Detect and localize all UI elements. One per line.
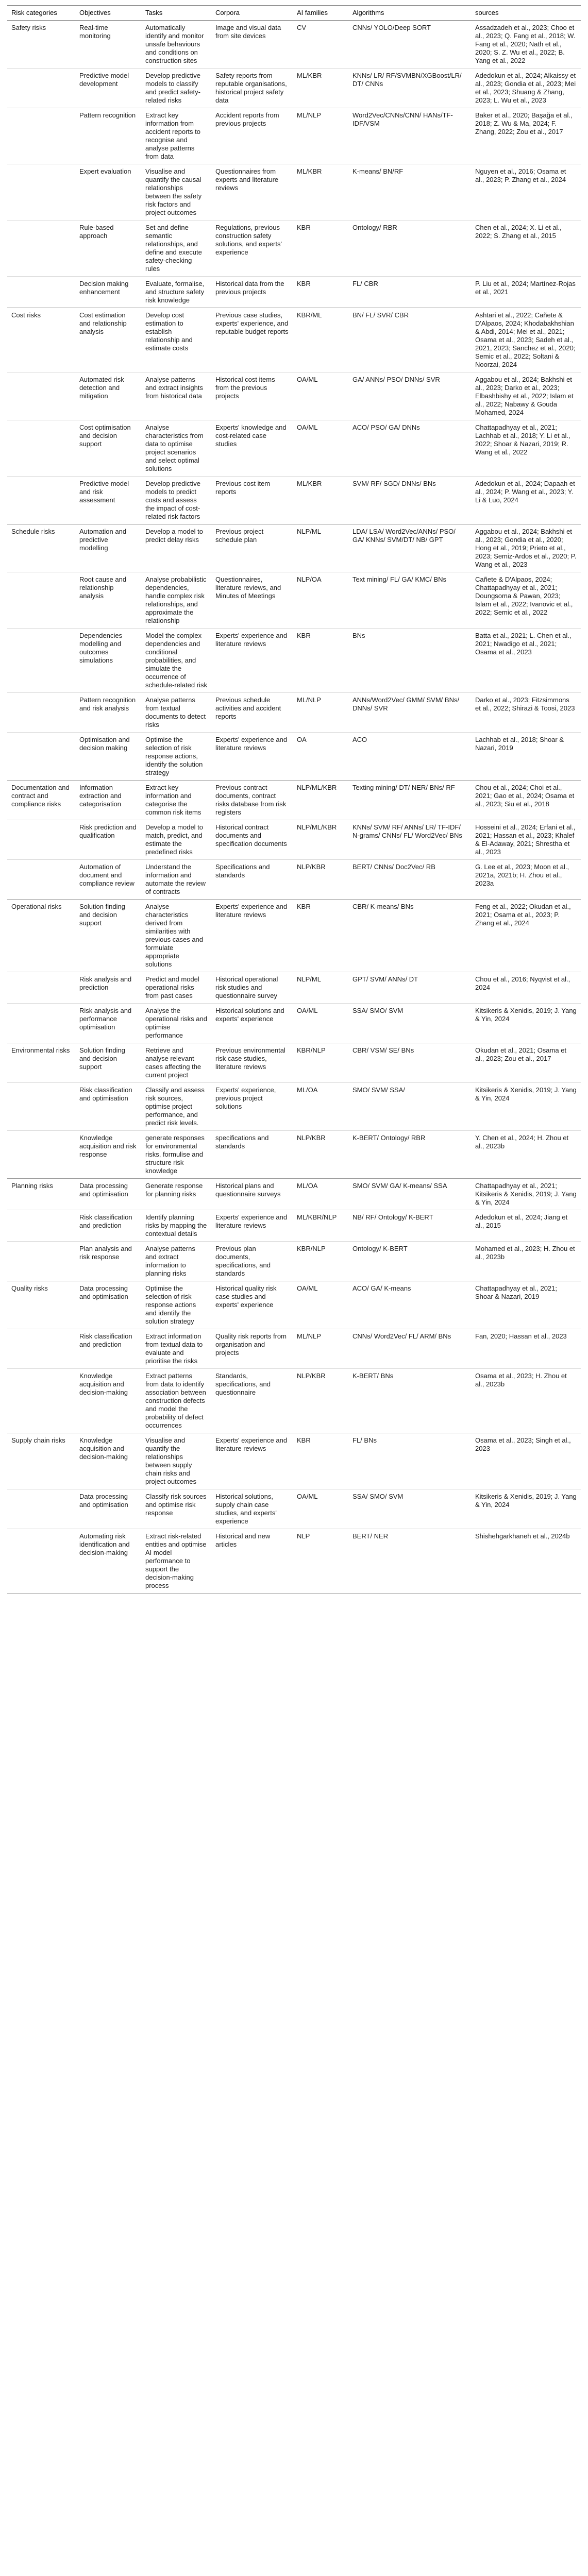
risk-category-cell: Documentation and contract and compliance risks xyxy=(7,781,75,820)
task-cell: Automatically identify and monitor unsafe behaviours and conditions on construction sites xyxy=(141,21,211,69)
ai-family-cell: ML/NLP xyxy=(293,108,348,164)
risk-category-cell xyxy=(7,221,75,277)
task-cell: Visualise and quantify the relationships between supply chain risks and project outcomes xyxy=(141,1433,211,1489)
objective-cell: Automated risk detection and mitigation xyxy=(75,372,141,420)
corpora-cell: Historical solutions and experts' experience xyxy=(211,1004,293,1043)
task-cell: Analyse patterns from textual documents to detect risks xyxy=(141,693,211,733)
sources-cell: Chattapadhyay et al., 2021; Kitsikeris & Xenidis, 2019; J. Yang & Yin, 2024 xyxy=(471,1179,581,1210)
header-tasks: Tasks xyxy=(141,6,211,21)
corpora-cell: Previous schedule activities and accident reports xyxy=(211,693,293,733)
algorithms-cell: GA/ ANNs/ PSO/ DNNs/ SVR xyxy=(348,372,471,420)
ai-family-cell: KBR xyxy=(293,221,348,277)
risk-category-cell xyxy=(7,1004,75,1043)
table-row xyxy=(7,972,581,1004)
task-cell: Optimise the selection of risk response actions, identify the solution strategy xyxy=(141,733,211,781)
task-cell: Analyse probabilistic dependencies, handle complex risk relationships, and approximate the relationship xyxy=(141,572,211,629)
table-row xyxy=(7,69,581,108)
objective-cell: Risk analysis and prediction xyxy=(75,972,141,1004)
sources-cell: Chattapadhyay et al., 2021; Lachhab et al., 2018; Y. Li et al., 2022; Shoar & Nazari, 2019; R. Wang et al., 2022 xyxy=(471,420,581,477)
task-cell: Extract key information and categorise the common risk items xyxy=(141,781,211,820)
risk-category-cell xyxy=(7,860,75,900)
header-sources: sources xyxy=(471,6,581,21)
sources-cell: Ashtari et al., 2022; Cañete & D'Alpaos, 2024; Khodabakhshian & Abdi, 2014; Mei et al., 2021; Osama et al., 2023; Sadeh et al., 2021, 2023; Sanchez et al., 2020; Semic et al., 2022; Soltani & Noorzai, 2024 xyxy=(471,308,581,372)
risk-category-cell xyxy=(7,420,75,477)
task-cell: Analyse characteristics from data to optimise project scenarios and select optimal solutions xyxy=(141,420,211,477)
objective-cell: Plan analysis and risk response xyxy=(75,1242,141,1281)
ai-family-cell: ML/KBR xyxy=(293,69,348,108)
header-ai-families: AI families xyxy=(293,6,348,21)
corpora-cell: Questionnaires from experts and literature reviews xyxy=(211,164,293,221)
corpora-cell: Experts' experience and literature reviews xyxy=(211,733,293,781)
task-cell: Analyse characteristics derived from similarities with previous cases and formulate appropriate solutions xyxy=(141,900,211,972)
ai-family-cell: ML/NLP xyxy=(293,693,348,733)
table-header-row xyxy=(7,6,581,21)
table-row xyxy=(7,1179,581,1210)
risk-category-cell xyxy=(7,1242,75,1281)
header-algorithms: Algorithms xyxy=(348,6,471,21)
ai-family-cell: ML/OA xyxy=(293,1179,348,1210)
ai-family-cell: ML/NLP xyxy=(293,1329,348,1369)
ai-family-cell: NLP/KBR xyxy=(293,1369,348,1433)
algorithms-cell: GPT/ SVM/ ANNs/ DT xyxy=(348,972,471,1004)
table-row xyxy=(7,572,581,629)
corpora-cell: Experts' experience and literature reviews xyxy=(211,1210,293,1242)
corpora-cell: Safety reports from reputable organisations, historical project safety data xyxy=(211,69,293,108)
task-cell: Analyse the operational risks and optimise performance xyxy=(141,1004,211,1043)
table-row xyxy=(7,277,581,308)
algorithms-cell: CBR/ VSM/ SE/ BNs xyxy=(348,1043,471,1083)
task-cell: Extract risk-related entities and optimise AI model performance to support the decision-making process xyxy=(141,1529,211,1594)
ai-family-cell: ML/OA xyxy=(293,1083,348,1131)
algorithms-cell: Ontology/ RBR xyxy=(348,221,471,277)
table-row xyxy=(7,477,581,524)
table-row xyxy=(7,1529,581,1594)
task-cell: Extract patterns from data to identify association between construction defects and model the probability of defect occurrences xyxy=(141,1369,211,1433)
objective-cell: Pattern recognition xyxy=(75,108,141,164)
sources-cell: Okudan et al., 2021; Osama et al., 2023; Zou et al., 2017 xyxy=(471,1043,581,1083)
objective-cell: Automation and predictive modelling xyxy=(75,524,141,572)
table-row xyxy=(7,1242,581,1281)
table-row xyxy=(7,1043,581,1083)
table-row xyxy=(7,164,581,221)
algorithms-cell: CNNs/ Word2Vec/ FL/ ARM/ BNs xyxy=(348,1329,471,1369)
table-row xyxy=(7,733,581,781)
risk-category-cell: Supply chain risks xyxy=(7,1433,75,1489)
corpora-cell: Previous plan documents, specifications, and standards xyxy=(211,1242,293,1281)
header-objectives: Objectives xyxy=(75,6,141,21)
objective-cell: Data processing and optimisation xyxy=(75,1281,141,1329)
objective-cell: Expert evaluation xyxy=(75,164,141,221)
ai-family-cell: KBR/NLP xyxy=(293,1043,348,1083)
algorithms-cell: CBR/ K-means/ BNs xyxy=(348,900,471,972)
corpora-cell: Historical contract documents and specification documents xyxy=(211,820,293,860)
corpora-cell: Image and visual data from site devices xyxy=(211,21,293,69)
task-cell: Analyse patterns and extract insights from historical data xyxy=(141,372,211,420)
header-corpora: Corpora xyxy=(211,6,293,21)
table-row xyxy=(7,1083,581,1131)
corpora-cell: specifications and standards xyxy=(211,1131,293,1179)
risk-category-cell xyxy=(7,1131,75,1179)
algorithms-cell: ANNs/Word2Vec/ GMM/ SVM/ BNs/ DNNs/ SVR xyxy=(348,693,471,733)
sources-cell: Lachhab et al., 2018; Shoar & Nazari, 2019 xyxy=(471,733,581,781)
risk-category-cell xyxy=(7,733,75,781)
task-cell: Develop predictive models to predict costs and assess the impact of cost-related risk factors xyxy=(141,477,211,524)
sources-cell: Adedokun et al., 2024; Jiang et al., 2015 xyxy=(471,1210,581,1242)
risk-category-cell xyxy=(7,164,75,221)
table-row xyxy=(7,21,581,69)
corpora-cell: Regulations, previous construction safety solutions, and experts' experience xyxy=(211,221,293,277)
risk-category-cell: Operational risks xyxy=(7,900,75,972)
algorithms-cell: SMO/ SVM/ GA/ K-means/ SSA xyxy=(348,1179,471,1210)
sources-cell: Hosseini et al., 2024; Erfani et al., 2021; Hassan et al., 2023; Khalef & El-Adaway, 2021; Shrestha et al., 2023 xyxy=(471,820,581,860)
task-cell: Extract information from textual data to evaluate and prioritise the risks xyxy=(141,1329,211,1369)
objective-cell: Risk classification and optimisation xyxy=(75,1083,141,1131)
objective-cell: Solution finding and decision support xyxy=(75,1043,141,1083)
corpora-cell: Previous contract documents, contract risks database from risk registers xyxy=(211,781,293,820)
sources-cell: Chou et al., 2016; Nyqvist et al., 2024 xyxy=(471,972,581,1004)
ai-family-cell: KBR xyxy=(293,629,348,693)
ai-family-cell: KBR/NLP xyxy=(293,1242,348,1281)
sources-cell: Fan, 2020; Hassan et al., 2023 xyxy=(471,1329,581,1369)
algorithms-cell: NB/ RF/ Ontology/ K-BERT xyxy=(348,1210,471,1242)
algorithms-cell: Texting mining/ DT/ NER/ BNs/ RF xyxy=(348,781,471,820)
risk-category-cell xyxy=(7,1529,75,1594)
objective-cell: Predictive model development xyxy=(75,69,141,108)
sources-cell: Osama et al., 2023; Singh et al., 2023 xyxy=(471,1433,581,1489)
ai-family-cell: ML/KBR/NLP xyxy=(293,1210,348,1242)
corpora-cell: Experts' experience and literature reviews xyxy=(211,629,293,693)
corpora-cell: Experts' experience, previous project solutions xyxy=(211,1083,293,1131)
objective-cell: Cost optimisation and decision support xyxy=(75,420,141,477)
ai-family-cell: NLP/OA xyxy=(293,572,348,629)
corpora-cell: Previous environmental risk case studies, literature reviews xyxy=(211,1043,293,1083)
algorithms-cell: ACO xyxy=(348,733,471,781)
sources-cell: Y. Chen et al., 2024; H. Zhou et al., 2023b xyxy=(471,1131,581,1179)
objective-cell: Real-time monitoring xyxy=(75,21,141,69)
corpora-cell: Questionnaires, literature reviews, and Minutes of Meetings xyxy=(211,572,293,629)
table-row xyxy=(7,372,581,420)
corpora-cell: Historical cost items from the previous projects xyxy=(211,372,293,420)
algorithms-cell: SSA/ SMO/ SVM xyxy=(348,1489,471,1529)
task-cell: Develop predictive models to classify and predict safety-related risks xyxy=(141,69,211,108)
ai-family-cell: KBR xyxy=(293,1433,348,1489)
sources-cell: Nguyen et al., 2016; Osama et al., 2023; P. Zhang et al., 2024 xyxy=(471,164,581,221)
algorithms-cell: Text mining/ FL/ GA/ KMC/ BNs xyxy=(348,572,471,629)
algorithms-cell: CNNs/ YOLO/Deep SORT xyxy=(348,21,471,69)
table-row xyxy=(7,820,581,860)
ai-family-cell: KBR xyxy=(293,277,348,308)
risk-category-cell xyxy=(7,1329,75,1369)
risk-category-cell: Quality risks xyxy=(7,1281,75,1329)
risk-category-cell: Planning risks xyxy=(7,1179,75,1210)
ai-family-cell: NLP/KBR xyxy=(293,860,348,900)
algorithms-cell: K-BERT/ BNs xyxy=(348,1369,471,1433)
ai-family-cell: OA/ML xyxy=(293,1489,348,1529)
corpora-cell: Historical solutions, supply chain case studies, and experts' experience xyxy=(211,1489,293,1529)
sources-cell: Kitsikeris & Xenidis, 2019; J. Yang & Yin, 2024 xyxy=(471,1004,581,1043)
task-cell: Retrieve and analyse relevant cases affecting the current project xyxy=(141,1043,211,1083)
risk-ai-table xyxy=(7,5,581,1594)
risk-category-cell: Environmental risks xyxy=(7,1043,75,1083)
corpora-cell: Quality risk reports from organisation and projects xyxy=(211,1329,293,1369)
risk-category-cell: Schedule risks xyxy=(7,524,75,572)
sources-cell: Batta et al., 2021; L. Chen et al., 2021; Nwadigo et al., 2021; Osama et al., 2023 xyxy=(471,629,581,693)
risk-category-cell xyxy=(7,972,75,1004)
corpora-cell: Historical plans and questionnaire surveys xyxy=(211,1179,293,1210)
algorithms-cell: BN/ FL/ SVR/ CBR xyxy=(348,308,471,372)
table-row xyxy=(7,420,581,477)
sources-cell: Assadzadeh et al., 2023; Choo et al., 2023; Q. Fang et al., 2018; W. Fang et al., 2020; Nath et al., 2020; S. Z. Wu et al., 2022; B. Yang et al., 2022 xyxy=(471,21,581,69)
table-row xyxy=(7,693,581,733)
risk-category-cell xyxy=(7,820,75,860)
table-row xyxy=(7,524,581,572)
sources-cell: Shishehgarkhaneh et al., 2024b xyxy=(471,1529,581,1594)
sources-cell: P. Liu et al., 2024; Martínez-Rojas et al., 2021 xyxy=(471,277,581,308)
algorithms-cell: ACO/ PSO/ GA/ DNNs xyxy=(348,420,471,477)
task-cell: Predict and model operational risks from past cases xyxy=(141,972,211,1004)
corpora-cell: Accident reports from previous projects xyxy=(211,108,293,164)
sources-cell: Chen et al., 2024; X. Li et al., 2022; S. Zhang et al., 2015 xyxy=(471,221,581,277)
task-cell: Classify risk sources and optimise risk response xyxy=(141,1489,211,1529)
corpora-cell: Experts' experience and literature reviews xyxy=(211,1433,293,1489)
table-row xyxy=(7,1369,581,1433)
risk-category-cell xyxy=(7,69,75,108)
table-row xyxy=(7,781,581,820)
sources-cell: Chou et al., 2024; Choi et al., 2021; Gao et al., 2024; Osama et al., 2023; Siu et al., 2018 xyxy=(471,781,581,820)
ai-family-cell: OA/ML xyxy=(293,1004,348,1043)
table-body xyxy=(7,21,581,1594)
corpora-cell: Specifications and standards xyxy=(211,860,293,900)
table-row xyxy=(7,1004,581,1043)
algorithms-cell: FL/ CBR xyxy=(348,277,471,308)
corpora-cell: Previous case studies, experts' experience, and reputable budget reports xyxy=(211,308,293,372)
algorithms-cell: K-means/ BN/RF xyxy=(348,164,471,221)
objective-cell: Cost estimation and relationship analysis xyxy=(75,308,141,372)
objective-cell: Decision making enhancement xyxy=(75,277,141,308)
sources-cell: Chattapadhyay et al., 2021; Shoar & Nazari, 2019 xyxy=(471,1281,581,1329)
risk-category-cell xyxy=(7,629,75,693)
corpora-cell: Standards, specifications, and questionnaire xyxy=(211,1369,293,1433)
objective-cell: Solution finding and decision support xyxy=(75,900,141,972)
objective-cell: Risk prediction and qualification xyxy=(75,820,141,860)
task-cell: Optimise the selection of risk response actions and identify the solution strategy xyxy=(141,1281,211,1329)
ai-family-cell: NLP/ML xyxy=(293,524,348,572)
table-row xyxy=(7,1281,581,1329)
corpora-cell: Historical quality risk case studies and experts' experience xyxy=(211,1281,293,1329)
task-cell: Visualise and quantify the causal relationships between the safety risk factors and project outcomes xyxy=(141,164,211,221)
risk-category-cell: Safety risks xyxy=(7,21,75,69)
table-row xyxy=(7,629,581,693)
algorithms-cell: Ontology/ K-BERT xyxy=(348,1242,471,1281)
risk-category-cell xyxy=(7,1369,75,1433)
risk-category-cell xyxy=(7,1489,75,1529)
corpora-cell: Historical data from the previous projects xyxy=(211,277,293,308)
sources-cell: Aggabou et al., 2024; Bakhshi et al., 2023; Darko et al., 2023; Elbashbishy et al., 2022; Islam et al., 2022; Nabawy & Gouda Mohamed, 2024 xyxy=(471,372,581,420)
algorithms-cell: BERT/ CNNs/ Doc2Vec/ RB xyxy=(348,860,471,900)
table-row xyxy=(7,1329,581,1369)
algorithms-cell: K-BERT/ Ontology/ RBR xyxy=(348,1131,471,1179)
objective-cell: Risk classification and prediction xyxy=(75,1210,141,1242)
task-cell: Develop a model to match, predict, and estimate the predefined risks xyxy=(141,820,211,860)
ai-family-cell: NLP/KBR xyxy=(293,1131,348,1179)
sources-cell: Feng et al., 2022; Okudan et al., 2021; Osama et al., 2023; P. Zhang et al., 2024 xyxy=(471,900,581,972)
task-cell: generate responses for environmental risks, formulise and structure risk knowledge xyxy=(141,1131,211,1179)
objective-cell: Risk analysis and performance optimisation xyxy=(75,1004,141,1043)
task-cell: Understand the information and automate the review of contracts xyxy=(141,860,211,900)
sources-cell: Adedokun et al., 2024; Alkaissy et al., 2023; Gondia et al., 2023; Mei et al., 2023; Shuang & Zhang, 2023; L. Wu et al., 2023 xyxy=(471,69,581,108)
algorithms-cell: Word2Vec/CNNs/CNN/ HANs/TF-IDF/VSM xyxy=(348,108,471,164)
task-cell: Analyse patterns and extract information to planning risks xyxy=(141,1242,211,1281)
task-cell: Model the complex dependencies and conditional probabilities, and simulate the occurrence of schedule-related risk xyxy=(141,629,211,693)
ai-family-cell: OA/ML xyxy=(293,372,348,420)
table-row xyxy=(7,860,581,900)
objective-cell: Automation of document and compliance review xyxy=(75,860,141,900)
header-risk-categories: Risk categories xyxy=(7,6,75,21)
table-row xyxy=(7,900,581,972)
ai-family-cell: KBR xyxy=(293,900,348,972)
risk-category-cell xyxy=(7,693,75,733)
task-cell: Generate response for planning risks xyxy=(141,1179,211,1210)
risk-category-cell xyxy=(7,572,75,629)
objective-cell: Root cause and relationship analysis xyxy=(75,572,141,629)
algorithms-cell: KNNs/ SVM/ RF/ ANNs/ LR/ TF-IDF/ N-grams/ CNNs/ FL/ Word2Vec/ BNs xyxy=(348,820,471,860)
corpora-cell: Historical and new articles xyxy=(211,1529,293,1594)
ai-family-cell: CV xyxy=(293,21,348,69)
objective-cell: Rule-based approach xyxy=(75,221,141,277)
sources-cell: G. Lee et al., 2023; Moon et al., 2021a, 2021b; H. Zhou et al., 2023a xyxy=(471,860,581,900)
objective-cell: Dependencies modelling and outcomes simulations xyxy=(75,629,141,693)
risk-category-cell xyxy=(7,477,75,524)
corpora-cell: Previous cost item reports xyxy=(211,477,293,524)
objective-cell: Knowledge acquisition and risk response xyxy=(75,1131,141,1179)
algorithms-cell: SSA/ SMO/ SVM xyxy=(348,1004,471,1043)
ai-family-cell: ML/KBR xyxy=(293,477,348,524)
algorithms-cell: LDA/ LSA/ Word2Vec/ANNs/ PSO/ GA/ KNNs/ SVM/DT/ NB/ GPT xyxy=(348,524,471,572)
table-row xyxy=(7,221,581,277)
algorithms-cell: ACO/ GA/ K-means xyxy=(348,1281,471,1329)
objective-cell: Knowledge acquisition and decision-making xyxy=(75,1369,141,1433)
sources-cell: Aggabou et al., 2024; Bakhshi et al., 2023; Gondia et al., 2020; Hong et al., 2019; Prieto et al., 2023; Semiz-Ardos et al., 2020; P. Wang et al., 2023 xyxy=(471,524,581,572)
table-row xyxy=(7,1433,581,1489)
sources-cell: Osama et al., 2023; H. Zhou et al., 2023b xyxy=(471,1369,581,1433)
corpora-cell: Experts' knowledge and cost-related case studies xyxy=(211,420,293,477)
algorithms-cell: BNs xyxy=(348,629,471,693)
sources-cell: Cañete & D'Alpaos, 2024; Chattapadhyay et al., 2021; Doungsoma & Pawan, 2023; Islam et al., 2022; Ivanovic et al., 2022; Semic et al., 2022 xyxy=(471,572,581,629)
risk-category-cell xyxy=(7,277,75,308)
ai-family-cell: NLP/ML xyxy=(293,972,348,1004)
objective-cell: Pattern recognition and risk analysis xyxy=(75,693,141,733)
objective-cell: Information extraction and categorisation xyxy=(75,781,141,820)
risk-category-cell xyxy=(7,1083,75,1131)
ai-family-cell: KBR/ML xyxy=(293,308,348,372)
objective-cell: Risk classification and prediction xyxy=(75,1329,141,1369)
sources-cell: Kitsikeris & Xenidis, 2019; J. Yang & Yin, 2024 xyxy=(471,1083,581,1131)
ai-family-cell: OA xyxy=(293,733,348,781)
algorithms-cell: BERT/ NER xyxy=(348,1529,471,1594)
table-row xyxy=(7,1210,581,1242)
sources-cell: Mohamed et al., 2023; H. Zhou et al., 2023b xyxy=(471,1242,581,1281)
algorithms-cell: SMO/ SVM/ SSA/ xyxy=(348,1083,471,1131)
corpora-cell: Previous project schedule plan xyxy=(211,524,293,572)
ai-family-cell: NLP/ML/KBR xyxy=(293,781,348,820)
objective-cell: Automating risk identification and decision-making xyxy=(75,1529,141,1594)
risk-category-cell xyxy=(7,1210,75,1242)
table-row xyxy=(7,1489,581,1529)
algorithms-cell: FL/ BNs xyxy=(348,1433,471,1489)
corpora-cell: Experts' experience and literature reviews xyxy=(211,900,293,972)
objective-cell: Predictive model and risk assessment xyxy=(75,477,141,524)
task-cell: Extract key information from accident reports to recognise and analyse patterns from data xyxy=(141,108,211,164)
sources-cell: Darko et al., 2023; Fitzsimmons et al., 2022; Shirazi & Toosi, 2023 xyxy=(471,693,581,733)
ai-family-cell: NLP/ML/KBR xyxy=(293,820,348,860)
risk-category-cell xyxy=(7,372,75,420)
task-cell: Identify planning risks by mapping the contextual details xyxy=(141,1210,211,1242)
risk-category-cell: Cost risks xyxy=(7,308,75,372)
ai-family-cell: OA/ML xyxy=(293,420,348,477)
sources-cell: Baker et al., 2020; Başağa et al., 2018; Z. Wu & Ma, 2024; F. Zhang, 2022; Zou et al., 2017 xyxy=(471,108,581,164)
task-cell: Develop a model to predict delay risks xyxy=(141,524,211,572)
task-cell: Develop cost estimation to establish relationship and estimate costs xyxy=(141,308,211,372)
objective-cell: Data processing and optimisation xyxy=(75,1179,141,1210)
table-row xyxy=(7,1131,581,1179)
sources-cell: Kitsikeris & Xenidis, 2019; J. Yang & Yin, 2024 xyxy=(471,1489,581,1529)
algorithms-cell: KNNs/ LR/ RF/SVMBN/XGBoost/LR/ DT/ CNNs xyxy=(348,69,471,108)
risk-category-cell xyxy=(7,108,75,164)
table-row xyxy=(7,308,581,372)
task-cell: Evaluate, formalise, and structure safety risk knowledge xyxy=(141,277,211,308)
algorithms-cell: SVM/ RF/ SGD/ DNNs/ BNs xyxy=(348,477,471,524)
objective-cell: Knowledge acquisition and decision-making xyxy=(75,1433,141,1489)
corpora-cell: Historical operational risk studies and questionnaire survey xyxy=(211,972,293,1004)
task-cell: Set and define semantic relationships, and define and execute safety-checking rules xyxy=(141,221,211,277)
ai-family-cell: OA/ML xyxy=(293,1281,348,1329)
ai-family-cell: NLP xyxy=(293,1529,348,1594)
task-cell: Classify and assess risk sources, optimise project performance, and predict risk levels. xyxy=(141,1083,211,1131)
objective-cell: Data processing and optimisation xyxy=(75,1489,141,1529)
table-row xyxy=(7,108,581,164)
sources-cell: Adedokun et al., 2024; Dapaah et al., 2024; P. Wang et al., 2023; Y. Li & Luo, 2024 xyxy=(471,477,581,524)
ai-family-cell: ML/KBR xyxy=(293,164,348,221)
objective-cell: Optimisation and decision making xyxy=(75,733,141,781)
